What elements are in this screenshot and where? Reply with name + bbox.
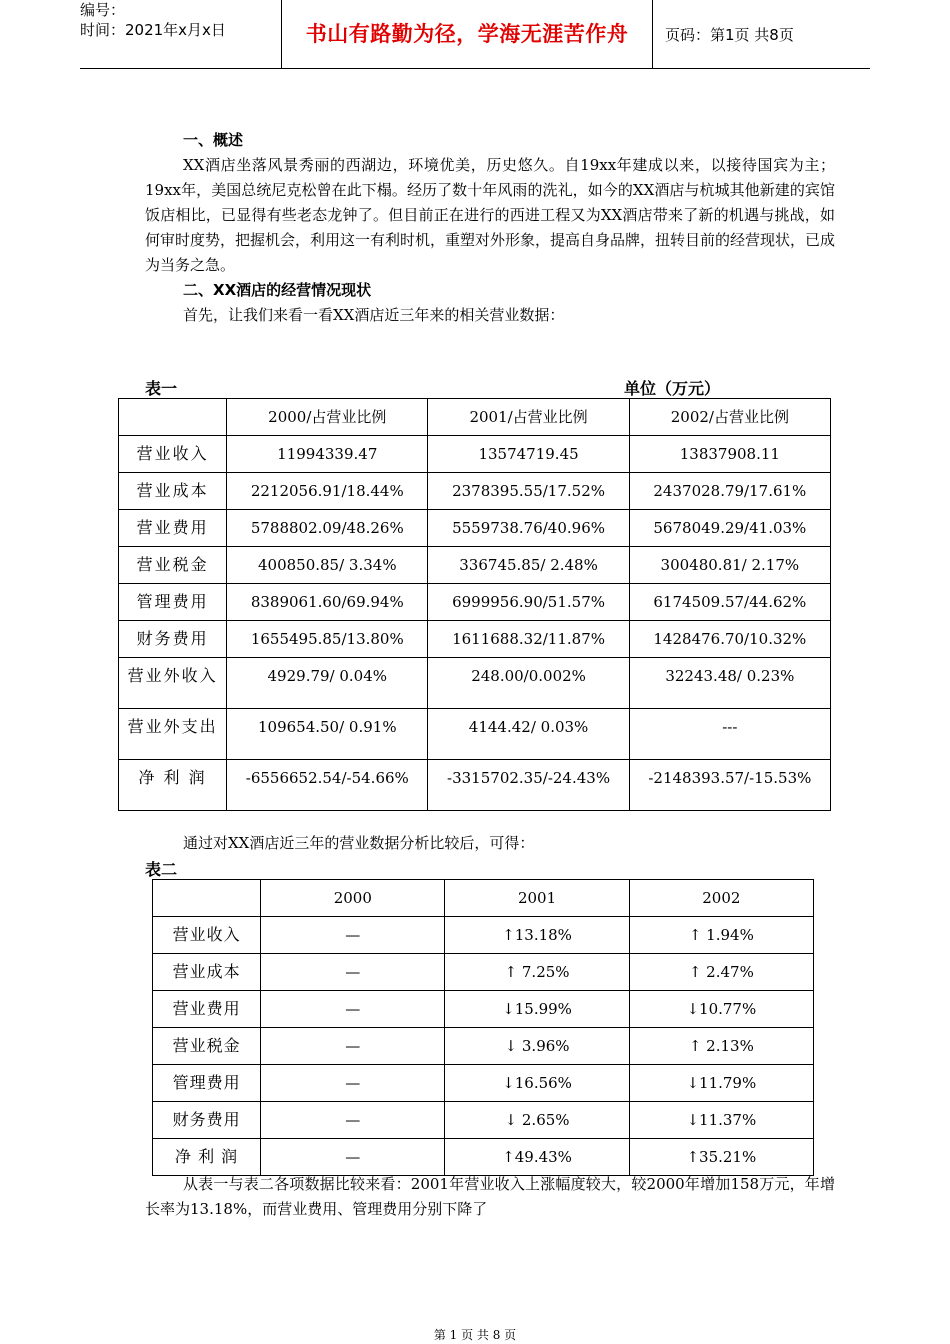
table-cell: 6174509.57/44.62% [629, 584, 830, 621]
header-motto: 书山有路勤为径，学海无涯苦作舟 [281, 0, 653, 68]
table-cell: ↓ 2.65% [445, 1102, 629, 1139]
table-cell: ↑13.18% [445, 917, 629, 954]
table-row [153, 1065, 814, 1102]
table-header-cell: 2001/占营业比例 [428, 399, 629, 436]
table-cell: 1655495.85/13.80% [227, 621, 428, 658]
table-cell: — [261, 1065, 445, 1102]
table-row [153, 1102, 814, 1139]
table-cell: ↓11.37% [629, 1102, 813, 1139]
table-header-row [153, 880, 814, 917]
table-cell: 300480.81/ 2.17% [629, 547, 830, 584]
table-header-cell: 2002 [629, 880, 813, 917]
row-label: 营业税金 [119, 547, 227, 584]
table-cell: 5678049.29/41.03% [629, 510, 830, 547]
table-cell: 5559738.76/40.96% [428, 510, 629, 547]
table-header-cell: 2000 [261, 880, 445, 917]
table-row [119, 436, 831, 473]
table-row [119, 510, 831, 547]
table-header-cell: 2002/占营业比例 [629, 399, 830, 436]
table-cell: ↓ 3.96% [445, 1028, 629, 1065]
table-row [119, 473, 831, 510]
table-cell: ↑ 2.13% [629, 1028, 813, 1065]
table-header-cell: 2001 [445, 880, 629, 917]
time-label: 时间：2021年x月x日 [80, 21, 226, 39]
header-meta [80, 0, 280, 68]
section-overview [145, 128, 835, 328]
row-label: 营业收入 [153, 917, 261, 954]
table-row [119, 658, 831, 709]
row-label: 营业收入 [119, 436, 227, 473]
table-cell: 2378395.55/17.52% [428, 473, 629, 510]
table-cell: 4144.42/ 0.03% [428, 709, 629, 760]
table-row [119, 621, 831, 658]
table-cell: ↑ 2.47% [629, 954, 813, 991]
table-cell: 1611688.32/11.87% [428, 621, 629, 658]
closing-text: 从表一与表二各项数据比较来看：2001年营业收入上涨幅度较大，较2000年增加158万元，年增长率为13.18%，而营业费用、管理费用分别下降了 [145, 1175, 835, 1218]
table-cell: — [261, 1102, 445, 1139]
table-cell: — [261, 1139, 445, 1176]
table-cell: 2437028.79/17.61% [629, 473, 830, 510]
table-cell: 8389061.60/69.94% [227, 584, 428, 621]
table-cell: — [261, 917, 445, 954]
table-row [153, 1028, 814, 1065]
table-cell: --- [629, 709, 830, 760]
table-cell: 400850.85/ 3.34% [227, 547, 428, 584]
analysis-intro [145, 831, 835, 856]
row-label: 营业外支出 [119, 709, 227, 760]
table-header-cell: 2000/占营业比例 [227, 399, 428, 436]
table-row [153, 1139, 814, 1176]
row-label: 营业外收入 [119, 658, 227, 709]
table-cell: 109654.50/ 0.91% [227, 709, 428, 760]
table-cell: -6556652.54/-54.66% [227, 760, 428, 811]
table-cell: 248.00/0.002% [428, 658, 629, 709]
row-label: 管理费用 [119, 584, 227, 621]
table-header-cell [153, 880, 261, 917]
table-cell: ↓11.79% [629, 1065, 813, 1102]
table2-label: 表二 [145, 860, 178, 879]
table-cell: -3315702.35/-24.43% [428, 760, 629, 811]
table1-label: 表一 [145, 379, 178, 398]
table-cell: ↑ 7.25% [445, 954, 629, 991]
header-page-number: 页码：第1页 共8页 [665, 26, 794, 44]
table-cell: ↓15.99% [445, 991, 629, 1028]
table1-unit: 单位（万元） [624, 379, 721, 398]
row-label: 管理费用 [153, 1065, 261, 1102]
table-cell: ↑49.43% [445, 1139, 629, 1176]
table-row [153, 954, 814, 991]
table-cell: 32243.48/ 0.23% [629, 658, 830, 709]
table-cell: 11994339.47 [227, 436, 428, 473]
table-header-row [119, 399, 831, 436]
row-label: 营业成本 [119, 473, 227, 510]
table-row [119, 584, 831, 621]
table-cell: 1428476.70/10.32% [629, 621, 830, 658]
table-cell: — [261, 991, 445, 1028]
table2 [152, 879, 814, 1176]
row-label: 净 利 润 [153, 1139, 261, 1176]
table-header-cell [119, 399, 227, 436]
section1-text: XX酒店坐落风景秀丽的西湖边，环境优美，历史悠久。自19xx年建成以来，以接待国宾为主；19xx年，美国总统尼克松曾在此下榻。经历了数十年风雨的洗礼，如今的XX酒店与杭城其他新建的宾馆饭店相比，已显得有些老态龙钟了。但目前正在进行的西进工程又为XX酒店带来了新的机遇与挑战，如何审时度势，把握机会，利用这一有利时机，重塑对外形象，提高自身品牌，扭转目前的经营现状，已成为当务之急。 [145, 156, 836, 274]
table-cell: 336745.85/ 2.48% [428, 547, 629, 584]
table-cell: — [261, 954, 445, 991]
row-label: 营业税金 [153, 1028, 261, 1065]
table-cell: 4929.79/ 0.04% [227, 658, 428, 709]
table-cell: ↑ 1.94% [629, 917, 813, 954]
page-header [80, 0, 870, 69]
table-cell: 6999956.90/51.57% [428, 584, 629, 621]
table-cell: 2212056.91/18.44% [227, 473, 428, 510]
table-cell: — [261, 1028, 445, 1065]
table-cell: 13837908.11 [629, 436, 830, 473]
serial-label: 编号： [80, 1, 126, 19]
table-cell: 5788802.09/48.26% [227, 510, 428, 547]
table-row [119, 760, 831, 811]
table-row [153, 991, 814, 1028]
section2-intro: 首先，让我们来看一看XX酒店近三年来的相关营业数据： [183, 306, 565, 324]
table-row [119, 709, 831, 760]
table-row [153, 917, 814, 954]
between-text: 通过对XX酒店近三年的营业数据分析比较后，可得： [183, 834, 535, 852]
table1 [118, 398, 831, 811]
section1-heading: 一、概述 [183, 131, 244, 149]
table-cell: ↓10.77% [629, 991, 813, 1028]
row-label: 财务费用 [153, 1102, 261, 1139]
section2-heading: 二、XX酒店的经营情况现状 [183, 281, 372, 299]
row-label: 营业成本 [153, 954, 261, 991]
row-label: 营业费用 [119, 510, 227, 547]
comparison-paragraph [145, 1172, 835, 1222]
table-cell: ↓16.56% [445, 1065, 629, 1102]
row-label: 净 利 润 [119, 760, 227, 811]
table-row [119, 547, 831, 584]
table-cell: 13574719.45 [428, 436, 629, 473]
table-cell: -2148393.57/-15.53% [629, 760, 830, 811]
row-label: 财务费用 [119, 621, 227, 658]
row-label: 营业费用 [153, 991, 261, 1028]
table-cell: ↑35.21% [629, 1139, 813, 1176]
page-footer: 第 1 页 共 8 页 [433, 1328, 517, 1342]
